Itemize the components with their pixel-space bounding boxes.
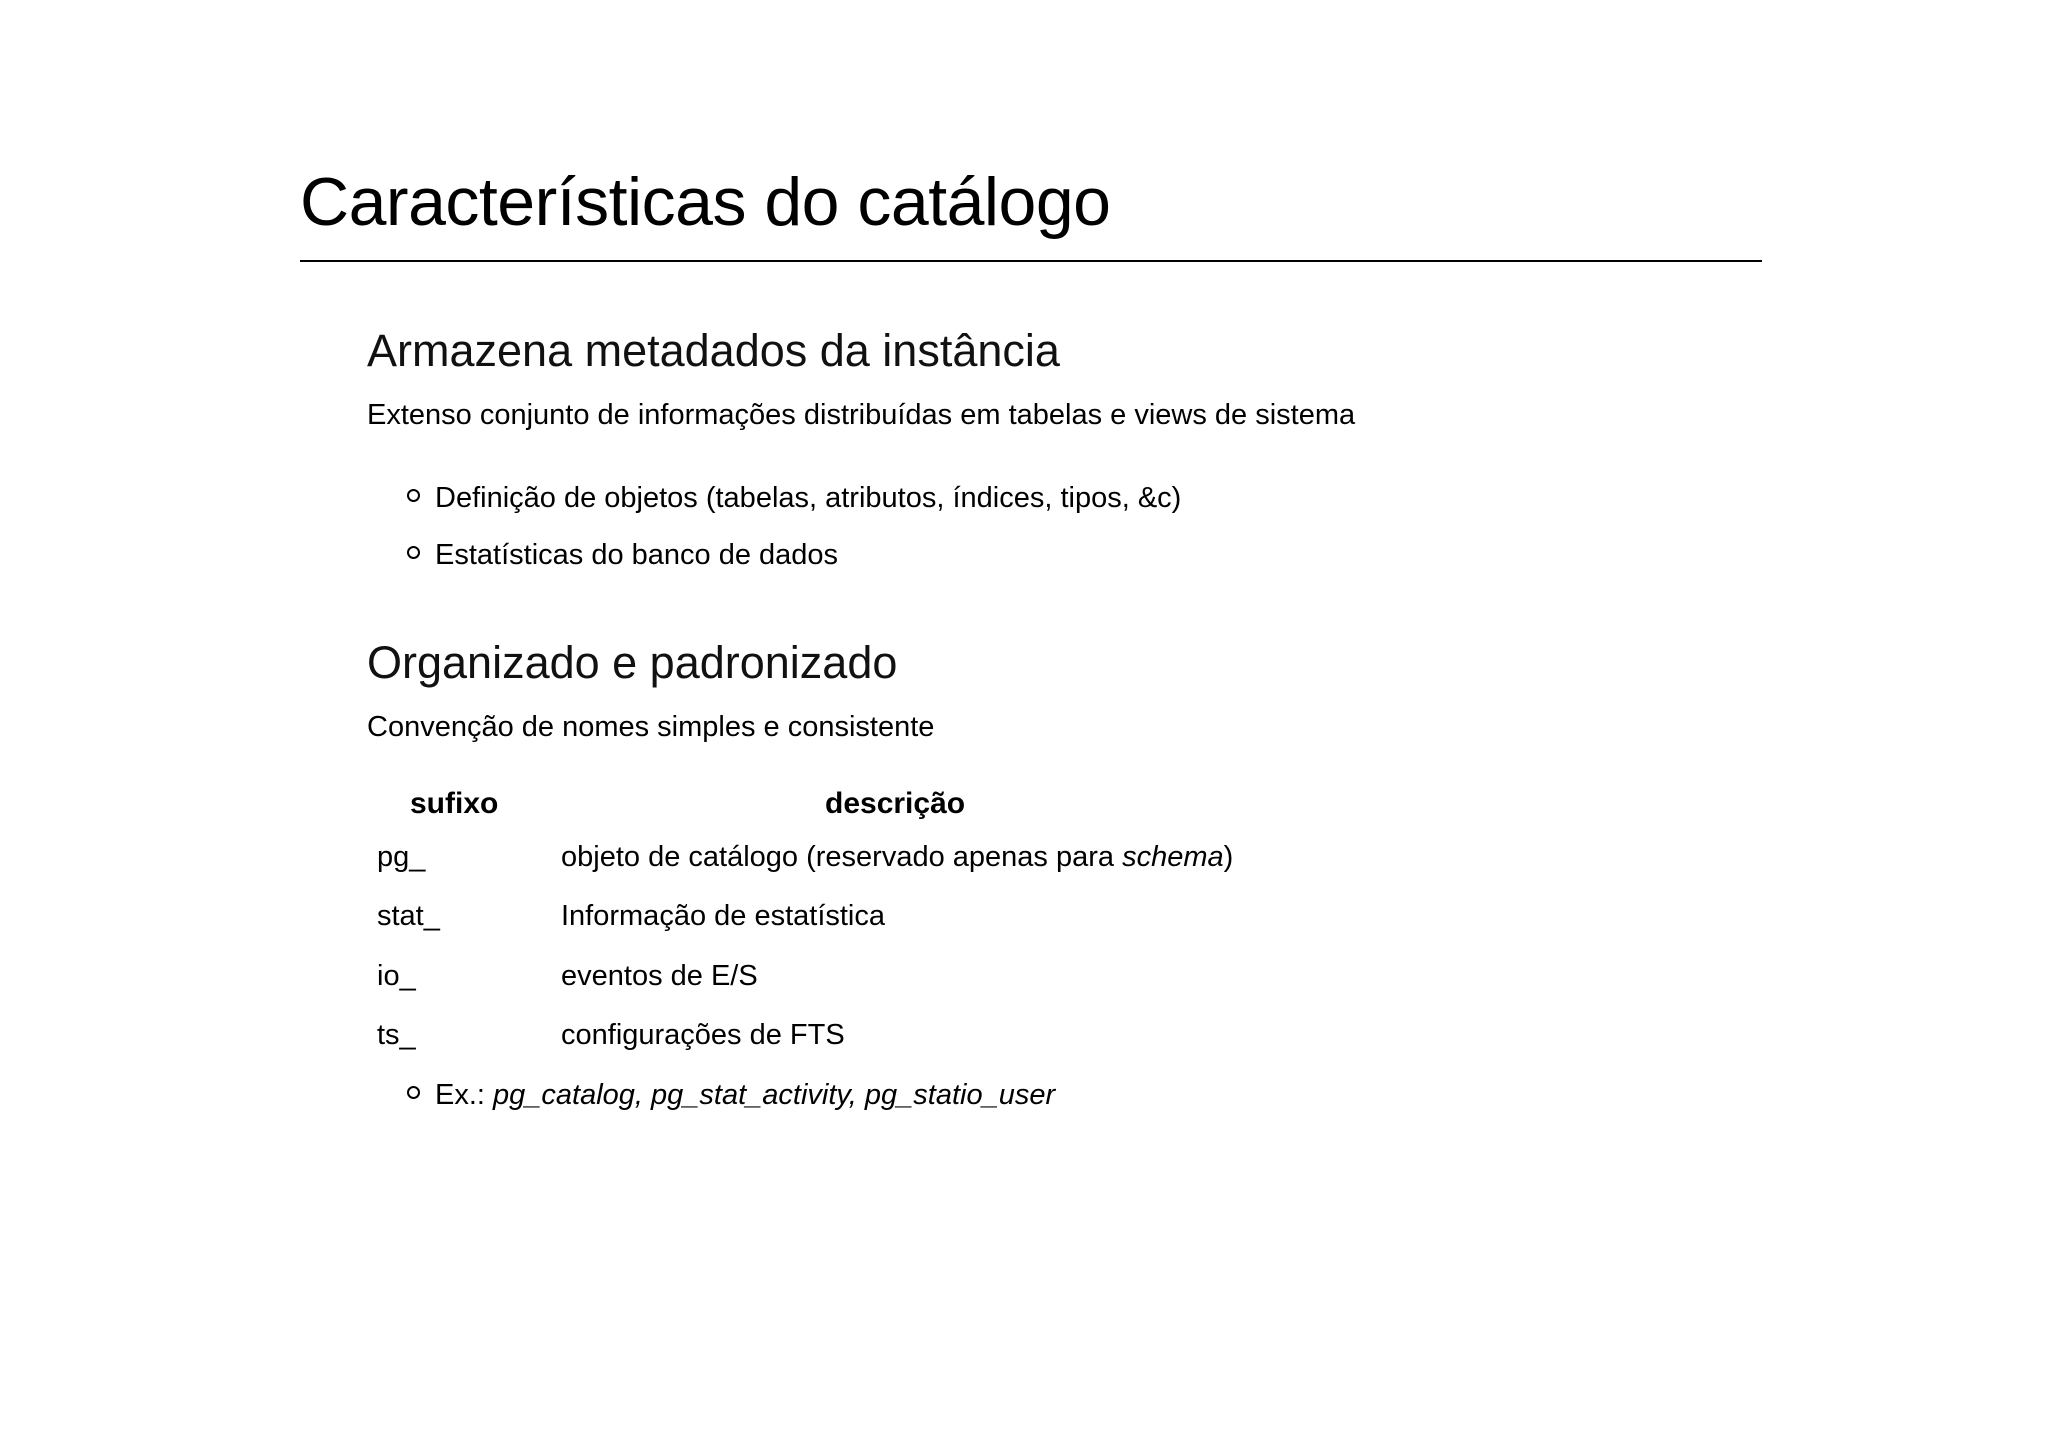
- example-prefix: Ex.:: [435, 1079, 494, 1111]
- table-header-suffix: sufixo: [410, 787, 499, 820]
- section-heading-metadata: Armazena metadados da instância: [367, 325, 1060, 376]
- bullet-item: [407, 541, 838, 570]
- table-cell-suffix: pg_: [377, 841, 426, 873]
- section-text-metadata: Extenso conjunto de informações distribuídas em tabelas e views de sistema: [367, 399, 1356, 431]
- bullet-circle-icon: [407, 1086, 420, 1099]
- bullet-item: [407, 484, 1181, 513]
- example-bullet: [407, 1081, 1055, 1110]
- bullet-text: Definição de objetos (tabelas, atributos, índices, tipos, &c): [435, 482, 1182, 514]
- slide-title: Características do catálogo: [300, 164, 1111, 240]
- table-cell-suffix: stat_: [377, 900, 440, 932]
- table-cell-suffix: ts_: [377, 1019, 416, 1051]
- section-text-naming: Convenção de nomes simples e consistente: [367, 711, 935, 743]
- title-divider: [300, 260, 1762, 262]
- table-cell-description: Informação de estatística: [561, 900, 885, 932]
- table-cell-description: eventos de E/S: [561, 960, 758, 992]
- bullet-text: Estatísticas do banco de dados: [435, 539, 839, 571]
- table-cell-description: objeto de catálogo (reservado apenas para schema): [561, 841, 1234, 873]
- table-header-description: descrição: [825, 787, 966, 820]
- section-heading-naming: Organizado e padronizado: [367, 637, 898, 688]
- table-cell-suffix: io_: [377, 960, 416, 992]
- table-cell-description: configurações de FTS: [561, 1019, 845, 1051]
- example-items: pg_catalog, pg_stat_activity, pg_statio_user: [493, 1079, 1056, 1111]
- bullet-circle-icon: [407, 546, 420, 559]
- bullet-circle-icon: [407, 489, 420, 502]
